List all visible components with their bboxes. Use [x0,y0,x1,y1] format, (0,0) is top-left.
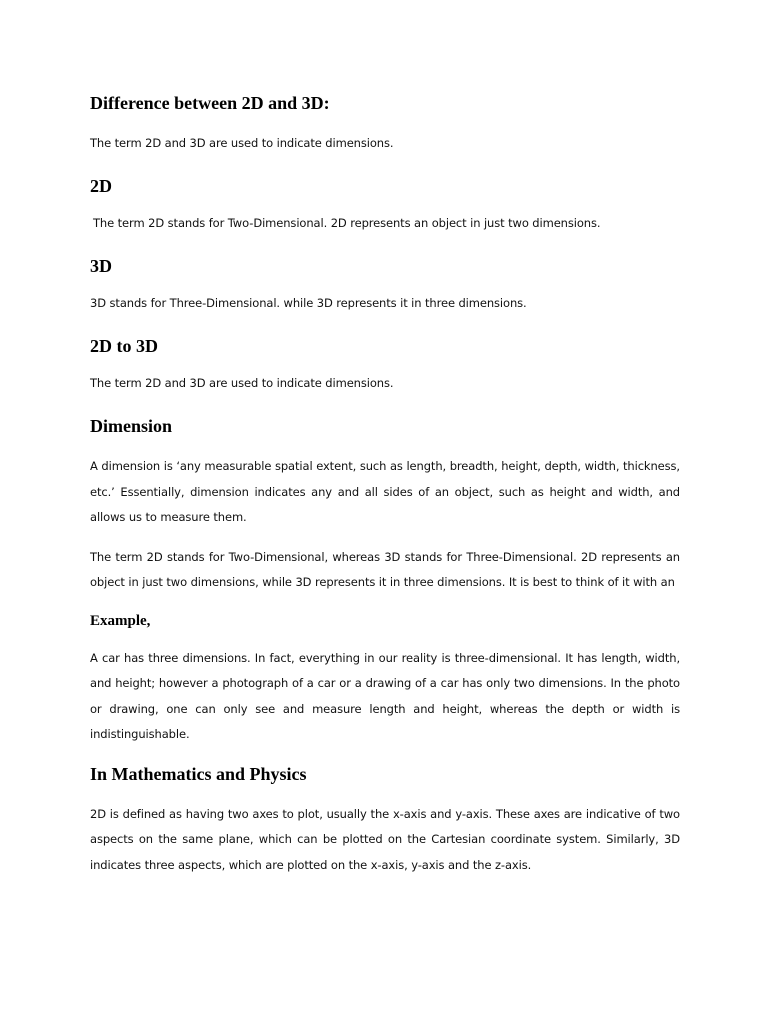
document-content [90,90,680,892]
section-heading-example: Example, [90,612,151,629]
document-title: Difference between 2D and 3D: [90,93,330,113]
math-physics-paragraph: 2D is defined as having two axes to plot, usually the x-axis and y-axis. These axes are indicative of two aspects on the same plane, which can be plotted on the Cartesian coordinate system. Similarly, 3D indicates three aspects, which are plotted on the x-axis, y-axis and the z-axis. [90,806,680,872]
example-paragraph: A car has three dimensions. In fact, everything in our reality is three-dimensional. It has length, width, and height; however a photograph of a car or a drawing of a car has only two dimensions. In the photo or drawing, one can only see and measure length and height, whereas the depth or width is indistinguishable. [90,650,680,741]
section-text-2d-to-3d: The term 2D and 3D are used to indicate dimensions. [90,376,394,390]
section-text-3d: 3D stands for Three-Dimensional. while 3D represents it in three dimensions. [90,296,527,310]
section-heading-2d-to-3d: 2D to 3D [90,336,158,356]
section-text-2d: The term 2D stands for Two-Dimensional. 2D represents an object in just two dimensions. [93,216,601,230]
intro-paragraph: The term 2D and 3D are used to indicate dimensions. [90,136,394,150]
section-heading-3d: 3D [90,256,112,276]
dimension-paragraph-1: A dimension is ‘any measurable spatial extent, such as length, breadth, height, depth, width, thickness, etc.’ Essentially, dimension indicates any and all sides of an object, such as height and width, and allows us to measure them. [90,459,680,524]
section-heading-dimension: Dimension [90,416,173,436]
dimension-paragraph-2: The term 2D stands for Two-Dimensional, whereas 3D stands for Three-Dimensional. 2D represents an object in just two dimensions, while 3D represents it in three dimensions. It is best to think of it with an [90,549,680,589]
section-heading-math-physics: In Mathematics and Physics [90,763,307,784]
section-heading-2d: 2D [90,176,112,196]
